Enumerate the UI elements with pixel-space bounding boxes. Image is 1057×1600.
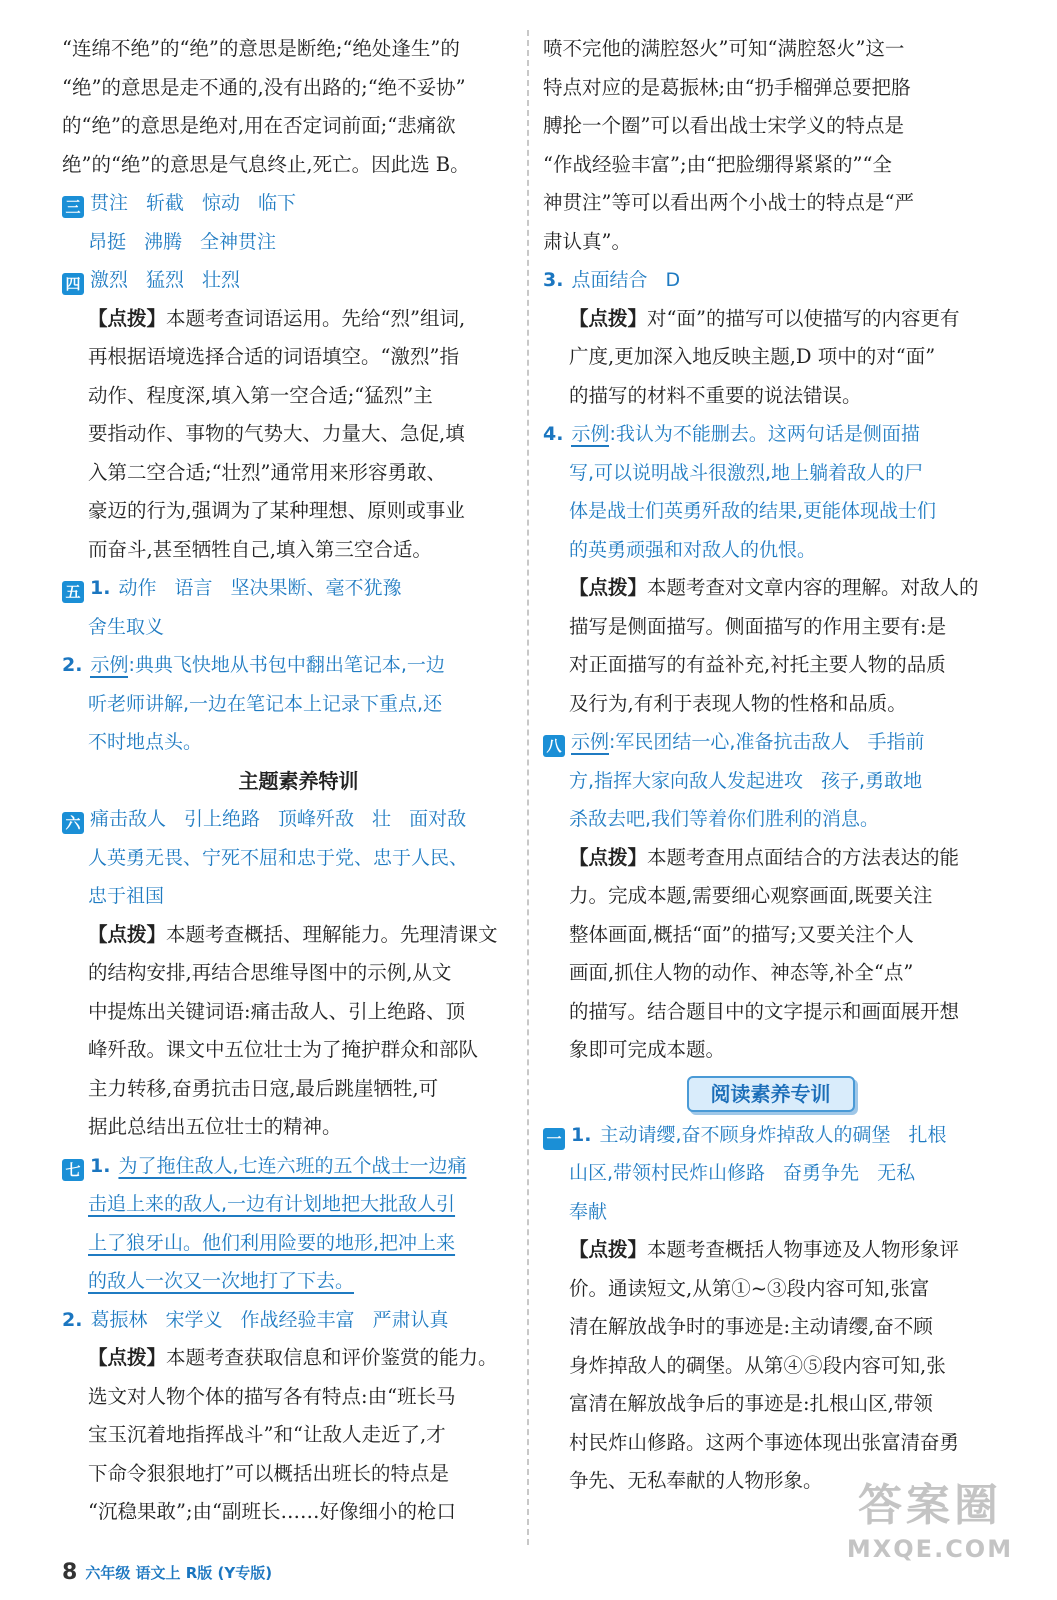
answer: 顶峰歼敌: [278, 808, 355, 830]
text-line: 峰歼敌。课文中五位壮士为了掩护群众和部队: [88, 1038, 479, 1061]
answer-line: 击追上来的敌人,一边有计划地把大批敌人引: [88, 1193, 456, 1215]
answer-line: 舍生取义: [88, 615, 165, 638]
answer: D: [665, 269, 681, 291]
answer-line: 八 示例:军民团结一心,准备抗击敌人 手指前: [543, 723, 998, 762]
answer-line: [62, 223, 517, 262]
watermark-url: MXQE.COM: [846, 1535, 1014, 1563]
text-line: 富清在解放战争后的事迹是:扎根山区,带领: [569, 1392, 933, 1415]
answer: 痛击敌人: [90, 808, 167, 830]
page-footer: [62, 1560, 272, 1585]
text-line: 价。通读短文,从第①~③段内容可知,张富: [569, 1276, 930, 1300]
answer-line: 写,可以说明战斗很激烈,地上躺着敌人的尸: [569, 461, 924, 484]
text-line: 动作、程度深,填入第一空合适;“猛烈”主: [88, 383, 433, 407]
example-label: 示例: [571, 731, 610, 753]
text-line: 入第二空合适;“壮烈”通常用来形容勇敢、: [88, 460, 447, 484]
text-line: 的描写。结合题目中的文字提示和画面展开想: [569, 999, 960, 1023]
answer-line: [62, 569, 517, 608]
text-line: 特点对应的是葛振林;由“扔手榴弹总要把胳: [543, 75, 911, 99]
text-line: “连绵不绝”的“绝”的意思是断绝;“绝处逢生”的: [62, 37, 460, 60]
section-badge: 六: [62, 812, 84, 834]
answer: 坚决果断、毫不犹豫: [230, 577, 402, 599]
text-line: 的“绝”的意思是绝对,用在否定词前面;“悲痛欲: [62, 114, 456, 137]
text-line: 及行为,有利于表现人物的性格和品质。: [569, 691, 907, 715]
section-badge: 三: [62, 196, 84, 218]
left-top-paragraph: [62, 30, 517, 184]
reading-banner: 阅读素养专训: [687, 1076, 855, 1112]
book-title: 六年级 语文上 R版 (Y专版): [85, 1564, 273, 1582]
text-line: 再根据语境选择合适的词语填空。“激烈”指: [88, 345, 459, 368]
section-badge: 七: [62, 1159, 84, 1181]
section-badge: 四: [62, 273, 84, 295]
text-line: 的结构安排,再结合思维导图中的示例,从文: [88, 961, 452, 984]
section-badge: 五: [62, 581, 84, 603]
question-number: 1.: [90, 1154, 111, 1177]
text-line: “绝”的意思是走不通的,没有出路的;“绝不妥协”: [62, 75, 466, 99]
answer: 临下: [258, 192, 297, 214]
section-7: [62, 1147, 517, 1532]
page-number: 8: [62, 1560, 78, 1585]
text-line: 【点拨】本题考查词语运用。先给“烈”组词,: [88, 306, 466, 330]
answer: 作战经验丰富: [240, 1308, 355, 1331]
answer-line: 的英勇顽强和对敌人的仇恨。: [569, 538, 817, 561]
answer: 壮烈: [202, 269, 241, 291]
answer: 壮: [372, 808, 392, 830]
section-6: [62, 800, 517, 1147]
dianbo-label: 【点拨】: [88, 922, 167, 946]
question-4: [543, 415, 998, 723]
text-line: 描写是侧面描写。侧面描写的作用主要有:是: [569, 614, 947, 638]
text-line: 争先、无私奉献的人物形象。: [569, 1469, 823, 1492]
answer-line: [62, 1301, 517, 1340]
question-number: 1.: [571, 1123, 592, 1146]
text-line: “作战经验丰富”;由“把脸绷得紧紧的”“全: [543, 152, 892, 176]
text-line: 【点拨】本题考查概括人物事迹及人物形象评: [569, 1238, 960, 1261]
dianbo-label: 【点拨】: [88, 306, 167, 330]
answer: 贯注: [90, 192, 129, 214]
answer-line: 一 1. 主动请缨,奋不顾身炸掉敌人的碉堡 扎根: [543, 1116, 998, 1155]
answer: 面对敌: [409, 808, 467, 830]
text-line: 【点拨】本题考查概括、理解能力。先理清课文: [88, 922, 498, 946]
text-line: 选文对人物个体的描写各有特点:由“班长马: [88, 1384, 456, 1408]
example-label: 示例: [90, 654, 129, 676]
text-line: 的描写的材料不重要的说法错误。: [569, 383, 862, 407]
left-column: [62, 30, 517, 1532]
answer: 斩截: [146, 192, 185, 214]
text-line: 广度,更加深入地反映主题,D 项中的对“面”: [569, 345, 936, 368]
answer-line: [62, 800, 517, 839]
answer-line: [62, 261, 517, 300]
answer-line: 山区,带领村民炸山修路 奋勇争先 无私: [569, 1162, 916, 1184]
answer-line: 上了狼牙山。他们利用险要的地形,把冲上来: [88, 1231, 456, 1254]
question-3: [543, 261, 998, 415]
answer: 猛烈: [146, 269, 185, 291]
text-line: 据此总结出五位壮士的精神。: [88, 1115, 342, 1138]
section-8: [543, 723, 998, 1070]
answer: 引上绝路: [184, 808, 261, 830]
right-top-paragraph: [543, 30, 998, 261]
answer: 点面结合: [571, 269, 648, 291]
answer: 葛振林: [90, 1308, 148, 1331]
dianbo-label: 【点拨】: [569, 576, 648, 599]
text-line: 对正面描写的有益补充,衬托主要人物的品质: [569, 653, 946, 676]
answer-line: 的敌人一次又一次地打了下去。: [88, 1270, 355, 1292]
answer-line: 体是战士们英勇歼敌的结果,更能体现战士们: [569, 500, 937, 522]
text-line: “沉稳果敢”;由“副班长……好像细小的枪口: [88, 1500, 456, 1523]
question-number: 2.: [62, 1308, 83, 1331]
column-divider: [527, 30, 529, 1545]
text-line: 力。完成本题,需要细心观察画面,既要关注: [569, 884, 933, 907]
answer-line: 不时地点头。: [88, 731, 203, 753]
answer: 语言: [174, 577, 213, 599]
answer: 沸腾: [144, 230, 183, 253]
text-line: 整体画面,概括“面”的描写;又要关注个人: [569, 922, 914, 946]
question-number: 3.: [543, 269, 564, 291]
text-line: 豪迈的行为,强调为了某种理想、原则或事业: [88, 499, 465, 522]
text-line: 主力转移,奋勇抗击日寇,最后跳崖牺牲,可: [88, 1076, 439, 1100]
answer: 动作: [118, 577, 157, 599]
question-number: 4.: [543, 423, 564, 445]
answer-line: 杀敌去吧,我们等着你们胜利的消息。: [569, 808, 880, 830]
watermark: [835, 1478, 1025, 1564]
text-line: 肃认真”。: [543, 229, 631, 253]
text-line: 中提炼出关键词语:痛击敌人、引上绝路、顶: [88, 999, 466, 1023]
section-heading: 主题素养特训: [238, 768, 359, 793]
dianbo-label: 【点拨】: [569, 1238, 648, 1261]
right-column: [543, 30, 998, 1501]
text-line: 【点拨】本题考查对文章内容的理解。对敌人的: [569, 576, 979, 599]
text-line: 【点拨】本题考查用点面结合的方法表达的能: [569, 845, 960, 869]
text-line: 【点拨】对“面”的描写可以使描写的内容更有: [569, 306, 960, 330]
text-line: 神贯注”等可以看出两个小战士的特点是“严: [543, 191, 914, 214]
answer-line: [62, 184, 517, 223]
answer-line: 听老师讲解,一边在笔记本上记录下重点,还: [88, 692, 443, 715]
text-line: 宝玉沉着地指挥战斗”和“让敌人走近了,才: [88, 1423, 446, 1446]
reading-section-1: [543, 1116, 998, 1501]
text-line: 要指动作、事物的气势大、力量大、急促,填: [88, 422, 465, 445]
text-line: 喷不完他的满腔怒火”可知“满腔怒火”这一: [543, 37, 905, 60]
text-line: 身炸掉敌人的碉堡。从第④⑤段内容可知,张: [569, 1353, 946, 1377]
answer-line: 人英勇无畏、宁死不屈和忠于党、忠于人民、: [88, 846, 469, 869]
dianbo-label: 【点拨】: [569, 306, 648, 330]
text-line: 绝”的“绝”的意思是气息终止,死亡。因此选 B。: [62, 152, 470, 176]
example-label: 示例: [571, 423, 610, 445]
answer-line: 方,指挥大家向敌人发起进攻 孩子,勇敢地: [569, 769, 923, 792]
text-line: 下命令狠狠地打”可以概括出班长的特点是: [88, 1461, 449, 1485]
question-number: 2.: [62, 654, 83, 676]
answer-line: 七 1. 为了拖住敌人,七连六班的五个战士一边痛: [62, 1147, 517, 1186]
reading-banner-wrap: [543, 1070, 998, 1116]
answer: 激烈: [90, 269, 129, 291]
text-line: 象即可完成本题。: [569, 1038, 726, 1061]
answer: 严肃认真: [372, 1308, 449, 1331]
answer-line: [543, 261, 998, 300]
watermark-logo: 答案圈: [858, 1480, 1002, 1531]
answer-line: 奉献: [569, 1200, 608, 1223]
text-line: 画面,抓住人物的动作、神态等,补全“点”: [569, 961, 914, 984]
section-4: [62, 261, 517, 569]
dianbo-label: 【点拨】: [569, 845, 648, 869]
section-badge: 一: [543, 1128, 565, 1150]
answer-line: 4. 示例:我认为不能删去。这两句话是侧面描: [543, 423, 920, 445]
text-line: 膊抡一个圈”可以看出战士宋学义的特点是: [543, 114, 904, 137]
section-badge: 八: [543, 735, 565, 757]
question-number: 1.: [90, 577, 111, 599]
section-3: [62, 184, 517, 261]
text-line: 村民炸山修路。这两个事迹体现出张富清奋勇: [569, 1430, 960, 1454]
section-5: [62, 569, 517, 762]
answer: 惊动: [202, 192, 241, 214]
answer: 宋学义: [165, 1308, 223, 1331]
answer-line: 忠于祖国: [88, 885, 165, 907]
dianbo-label: 【点拨】: [88, 1346, 167, 1369]
text-line: 而奋斗,甚至牺牲自己,填入第三空合适。: [88, 537, 432, 561]
text-line: 清在解放战争时的事迹是:主动请缨,奋不顾: [569, 1315, 933, 1338]
text-line: 【点拨】本题考查获取信息和评价鉴赏的能力。: [88, 1346, 498, 1369]
answer: 昂挺: [88, 230, 127, 253]
answer-line: 2. 示例:典典飞快地从书包中翻出笔记本,一边: [62, 654, 445, 676]
answer: 全神贯注: [200, 230, 277, 253]
